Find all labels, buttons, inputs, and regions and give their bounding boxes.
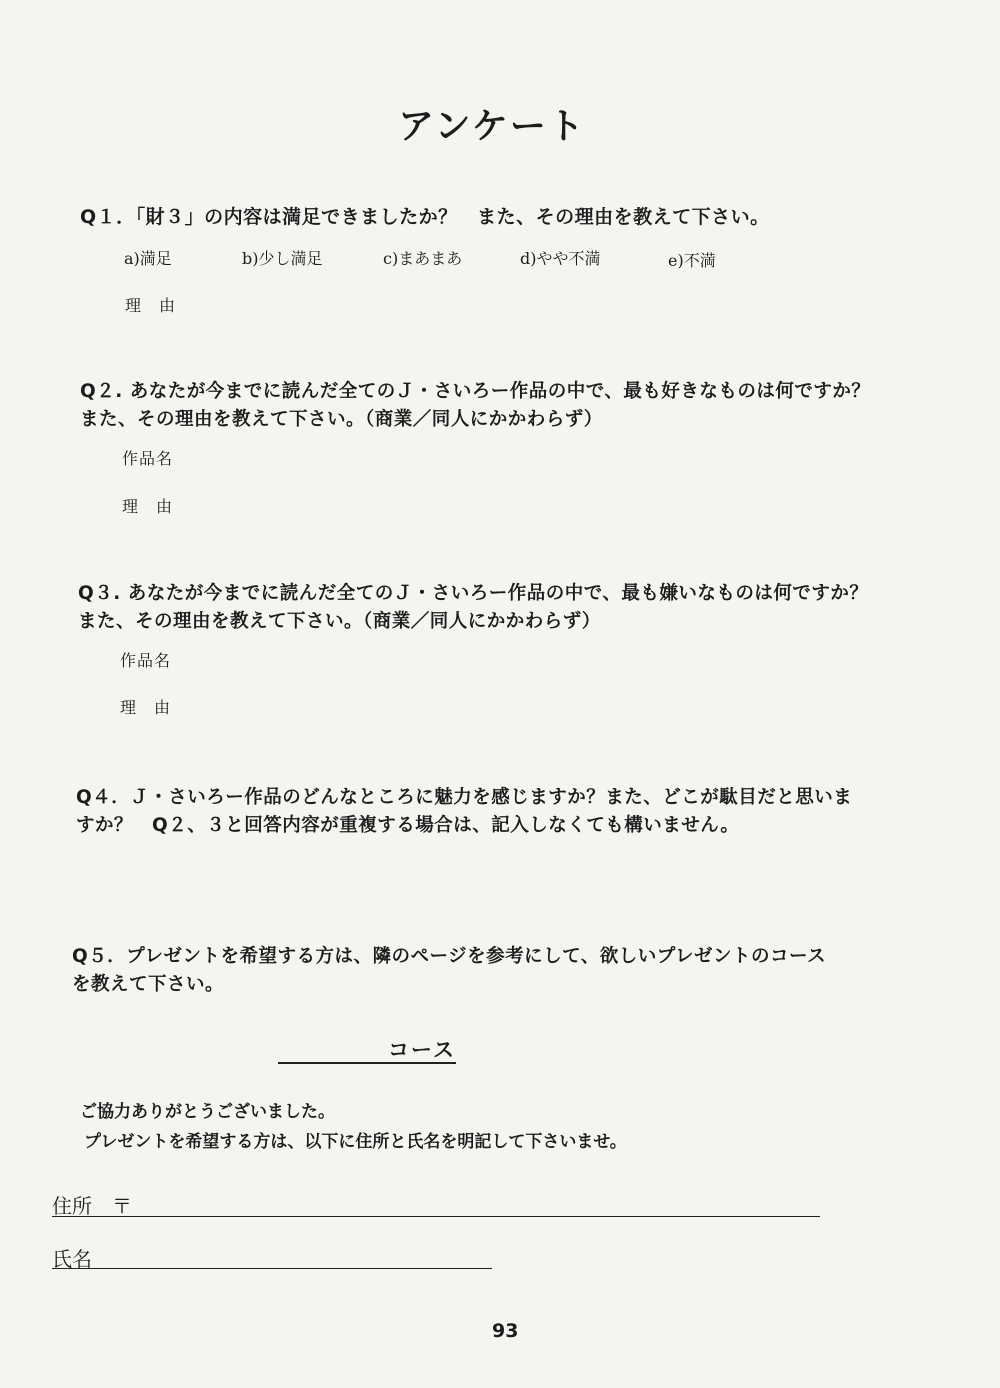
address-label: 住所 〒	[52, 1194, 132, 1218]
question-1-text: Q１．「財３」の内容は満足できましたか？ また、その理由を教えて下さい。	[80, 206, 770, 228]
q2-work-label: 作品名	[122, 449, 174, 468]
thanks-line2: プレゼントを希望する方は、以下に住所と氏名を明記して下さいませ。	[84, 1132, 627, 1152]
question-5-line2: を教えて下さい。	[72, 974, 225, 995]
q3-reason-label: 理 由	[120, 698, 172, 717]
thanks-message	[80, 1097, 627, 1157]
question-3-line1: Q３. あなたが今までに読んだ全てのＪ・さいろー作品の中で、最も嫌いなものは何ですか？	[78, 583, 869, 604]
question-2	[80, 378, 870, 434]
question-3	[78, 580, 868, 636]
q1-option-c[interactable]: c)まあまあ	[383, 249, 463, 268]
q2-reason-label: 理 由	[122, 497, 174, 516]
q1-option-d[interactable]: d)やや不満	[520, 249, 601, 268]
name-label: 氏名	[52, 1247, 92, 1271]
question-4	[76, 784, 852, 840]
page-number: 93	[492, 1320, 519, 1342]
question-2-line2: また、その理由を教えて下さい。（商業／同人にかかわらず）	[80, 409, 603, 430]
q1-reason-label: 理 由	[125, 296, 177, 315]
question-3-line2: また、その理由を教えて下さい。（商業／同人にかかわらず）	[78, 611, 601, 632]
page-title: アンケート	[398, 106, 586, 147]
thanks-line1: ご協力ありがとうございました。	[80, 1102, 335, 1122]
address-field-line[interactable]	[52, 1216, 820, 1217]
q3-work-label: 作品名	[120, 651, 172, 670]
question-2-line1: Q２. あなたが今までに読んだ全てのＪ・さいろー作品の中で、最も好きなものは何ですか？	[80, 381, 871, 402]
q1-option-e[interactable]: e)不満	[668, 251, 716, 270]
q1-option-b[interactable]: b)少し満足	[242, 249, 323, 268]
question-4-line2: すか？ Q２、３と回答内容が重複する場合は、記入しなくても構いません。	[76, 815, 740, 836]
name-field-line[interactable]	[52, 1268, 492, 1269]
course-underline[interactable]	[278, 1062, 456, 1064]
course-label: コース	[388, 1038, 456, 1062]
question-1	[80, 203, 770, 231]
question-5-line1: Q５．プレゼントを希望する方は、隣のページを参考にして、欲しいプレゼントのコース	[72, 946, 827, 967]
question-5	[72, 943, 826, 999]
question-4-line1: Q４．Ｊ・さいろー作品のどんなところに魅力を感じますか？また、どこが駄目だと思いま	[76, 787, 853, 808]
q1-option-a[interactable]: a)満足	[124, 249, 172, 268]
